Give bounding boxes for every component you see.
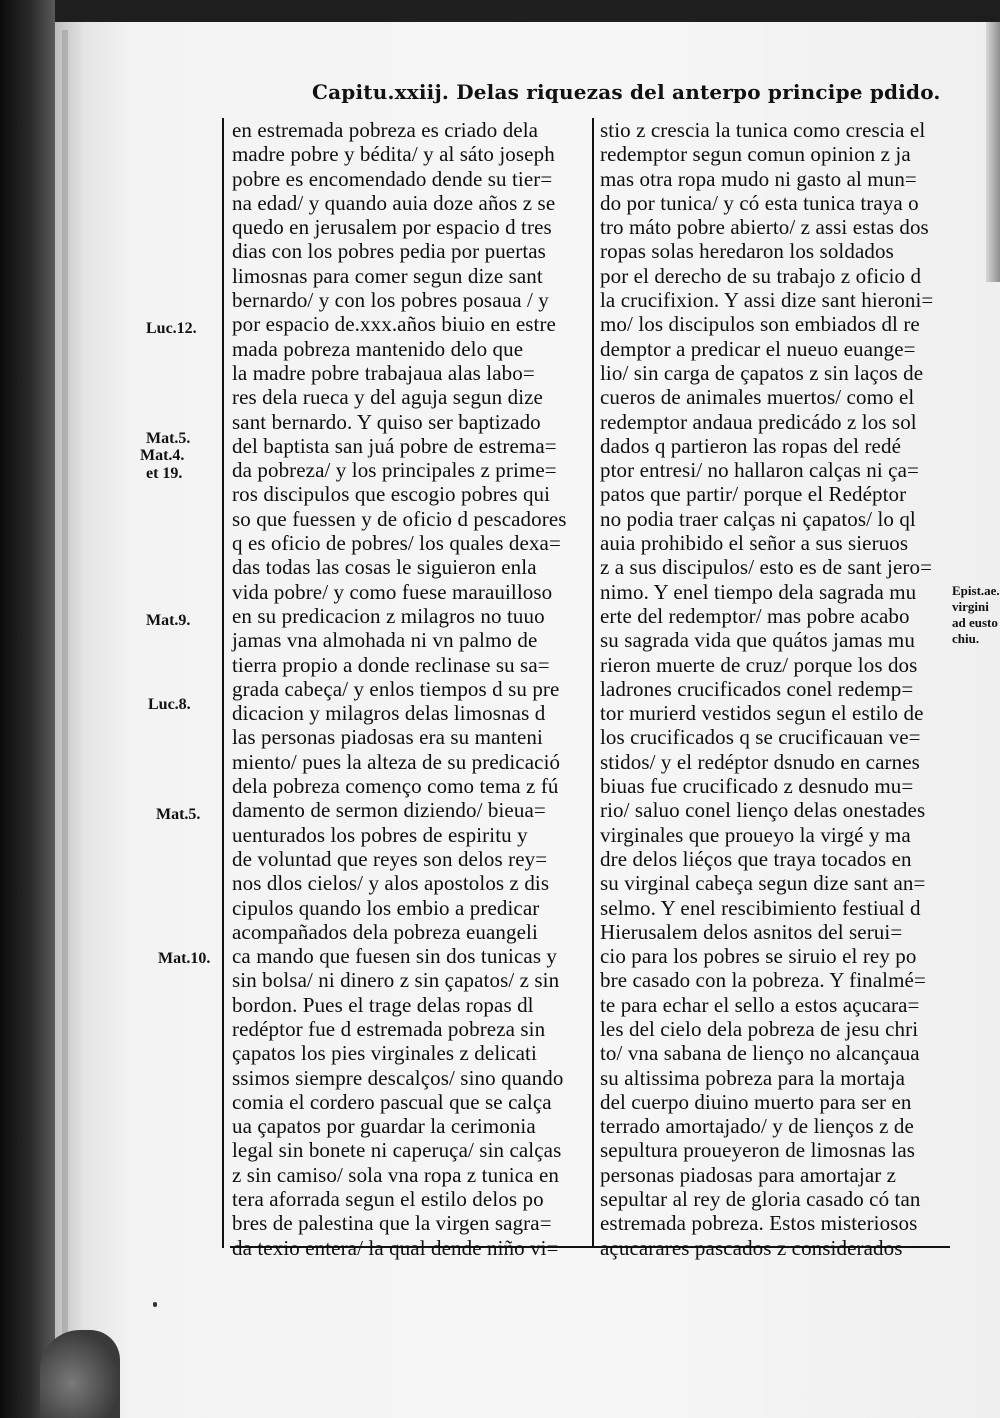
text-line: dre delos liéços que traya tocados en [600,846,912,871]
text-line: nimo. Y enel tiempo dela sagrada mu [600,579,917,604]
right-text-column [600,118,950,1260]
text-line: das todas las cosas le siguieron enla [232,555,537,580]
text-line: ua çapatos por guardar la cerimonia [232,1114,536,1139]
text-line: damento de sermon diziendo/ bieua= [232,798,546,823]
margin-note-epist-4: chiu. [952,631,980,646]
text-line: dicacion y milagros delas limosnas d [232,701,546,726]
text-line: mo/ los discipulos son embiados dl re [600,312,920,337]
text-line: grada cabeça/ y enlos tiempos d su pre [232,676,560,701]
running-head: Capitu.xxiij. Delas riquezas del anterpo principe pdido. [312,80,941,104]
text-line: personas piadosas para amortajar z [600,1162,897,1187]
text-line: stidos/ y el redéptor dsnudo en carnes [600,749,920,774]
margin-note-mat-9: Mat.9. [146,612,191,629]
text-line: tera aforrada segun el estilo delos po [232,1187,544,1212]
text-line: la madre pobre trabajaua alas labo= [232,360,535,385]
margin-note-luc-12: Luc.12. [146,320,197,337]
text-line: do por tunica/ y có esta tunica traya o [600,190,919,215]
margin-note-epist-2: virgini [952,599,989,614]
text-line: cipulos quando los embio a predicar [232,895,540,920]
text-line: jamas vna almohada ni vn palmo de [232,628,538,653]
text-line: te para echar el sello a estos açucara= [600,992,920,1017]
text-line: bres de palestina que la virgen sagra= [232,1211,552,1236]
text-line: la crucifixion. Y assi dize sant hieroni= [600,288,934,313]
margin-note-epist-3: ad eusto [952,615,998,630]
text-line: nos dlos cielos/ y alos apostolos z dis [232,871,550,896]
text-line: sepultar al rey de gloria casado có tan [600,1187,921,1212]
text-line: madre pobre y bédita/ y al sáto joseph [232,142,555,167]
page-edge-right [986,22,1000,282]
text-line: su altissima pobreza para la mortaja [600,1065,906,1090]
text-line: comia el cordero pascual que se calça [232,1089,552,1114]
text-line: rieron muerte de cruz/ porque los dos [600,652,918,677]
text-line: cio para los pobres se siruio el rey po [600,944,917,969]
text-line: ptor entresi/ no hallaron calças ni ça= [600,458,919,483]
text-line: redemptor andaua predicádo z los sol [600,409,917,434]
text-line: no podia traer calças ni çapatos/ lo ql [600,506,916,531]
text-line: da texio entera/ la qual dende niño vi= [232,1235,559,1260]
text-line: vida pobre/ y como fuese marauilloso [232,579,553,604]
text-line: so que fuessen y de oficio d pescadores [232,506,567,531]
text-line: uenturados los pobres de espiritu y [232,822,528,847]
text-line: tro máto pobre abierto/ z assi estas dos [600,215,929,240]
margin-note-luc-8: Luc.8. [148,696,191,713]
column-rule-middle [592,118,594,1248]
text-line: lio/ sin carga de çapatos z sin laços de [600,360,924,385]
text-line: les del cielo dela pobreza de jesu chri [600,1016,919,1041]
text-line: sepultura proueyeron de limosnas las [600,1138,916,1163]
text-line: bordon. Pues el trage delas ropas dl [232,992,534,1017]
text-line: rio/ saluo conel lienço delas onestades [600,798,926,823]
text-line: limosnas para comer segun dize sant [232,263,543,288]
text-line: demptor a predicar el nueuo euange= [600,336,916,361]
margin-note-mat-5: Mat.5. [146,430,191,447]
text-line: del cuerpo diuino muerto para ser en [600,1089,912,1114]
margin-note-mat-4: Mat.4. [140,447,185,464]
text-line: erte del redemptor/ mas pobre acabo [600,603,910,628]
text-line: biuas fue crucificado z desnudo mu= [600,774,914,799]
scanner-thumb [40,1330,120,1418]
text-line: en estremada pobreza es criado dela [232,118,539,142]
text-line: mas otra ropa mudo ni gasto al mun= [600,166,917,191]
text-line: bernardo/ y con los pobres posaua / y [232,288,549,313]
text-line: q es oficio de pobres/ los quales dexa= [232,531,561,556]
margin-note-mat-10: Mat.10. [158,950,211,967]
text-line: estremada pobreza. Estos misteriosos [600,1211,918,1236]
text-line: las personas piadosas era su manteni [232,725,543,750]
text-line: cueros de animales muertos/ como el [600,385,915,410]
text-line: ladrones crucificados conel redemp= [600,676,914,701]
text-line: mada pobreza mantenido delo que [232,336,524,361]
text-line: dias con los pobres pedia por puertas [232,239,546,264]
text-line: quedo en jerusalem por espacio d tres [232,215,552,240]
text-line: dela pobreza començo como tema z fú [232,774,559,799]
left-text-column [232,118,584,1260]
text-line: redéptor fue d estremada pobreza sin [232,1016,546,1041]
text-line: los crucificados q se crucificauan ve= [600,725,921,750]
text-line: sant bernardo. Y quiso ser baptizado [232,409,541,434]
text-line: del baptista san juá pobre de estrema= [232,433,557,458]
margin-note-epist-1: Epist.ae. [952,583,1000,598]
column-rule-left [222,118,224,1248]
text-line: legal sin bonete ni caperuça/ sin calças [232,1138,562,1163]
text-line: çapatos los pies virginales z delicati [232,1041,537,1066]
ink-speck [153,1302,157,1307]
text-line: patos que partir/ porque el Redéptor [600,482,907,507]
scan-background [0,0,55,1418]
text-line: acompañados dela pobreza euangeli [232,919,538,944]
text-line: açucarares pascados z considerados [600,1235,903,1260]
text-line: por el derecho de su trabajo z oficio d [600,263,922,288]
margin-note-mat-5-b: Mat.5. [156,806,201,823]
text-line: virginales que proueyo la virgé y ma [600,822,911,847]
text-line: ca mando que fuesen sin dos tunicas y [232,944,558,969]
text-line: por espacio de.xxx.años biuio en estre [232,312,556,337]
text-line: ssimos siempre descalços/ sino quando [232,1065,564,1090]
text-line: tor murierd vestidos segun el estilo de [600,701,924,726]
text-line: sin bolsa/ ni dinero z sin çapatos/ z sin [232,968,560,993]
text-line: de voluntad que reyes son delos rey= [232,846,548,871]
text-line: dados q partieron las ropas del redé [600,433,901,458]
text-line: su virginal cabeça segun dize sant an= [600,871,926,896]
text-line: auia prohibido el señor a sus sieruos [600,531,909,556]
text-line: ros discipulos que escogio pobres qui [232,482,551,507]
text-line: selmo. Y enel rescibimiento festiual d [600,895,921,920]
margin-note-et-19: et 19. [146,465,183,482]
text-line: res dela rueca y del aguja segun dize [232,385,543,410]
text-line: Hierusalem delos asnitos del serui= [600,919,903,944]
text-line: miento/ pues la alteza de su predicació [232,749,561,774]
text-line: redemptor segun comun opinion z ja [600,142,911,167]
text-line: su sagrada vida que quátos jamas mu [600,628,915,653]
page-gutter-shadow [62,30,68,1410]
text-line: terrado amortajado/ y de lienços z de [600,1114,914,1139]
text-line: stio z crescia la tunica como crescia el [600,118,926,142]
text-line: ropas solas heredaron los soldados [600,239,894,264]
text-line: z a sus discipulos/ esto es de sant jero= [600,555,933,580]
text-line: na edad/ y quando auia doze años z se [232,190,556,215]
text-line: to/ vna sabana de lienço no alcançaua [600,1041,920,1066]
text-line: bre casado con la pobreza. Y finalmé= [600,968,926,993]
text-line: da pobreza/ y los principales z prime= [232,458,557,483]
text-line: z sin camiso/ sola vna ropa z tunica en [232,1162,559,1187]
text-line: tierra propio a donde reclinase su sa= [232,652,550,677]
text-line: en su predicacion z milagros no tuuo [232,603,545,628]
text-line: pobre es encomendado dende su tier= [232,166,553,191]
